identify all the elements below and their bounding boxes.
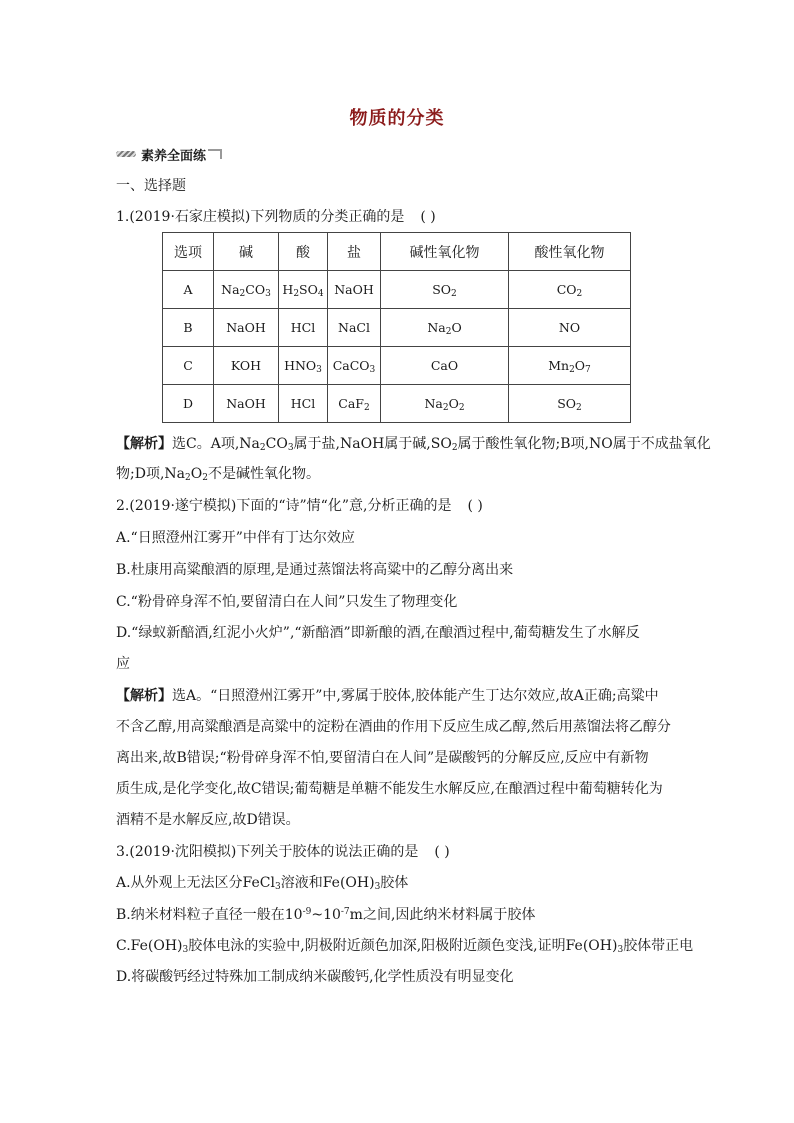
- option-a: A.“日照澄州江雾开”中伴有丁达尔效应: [116, 530, 355, 546]
- table-cell: $H_2SO_4$: [279, 271, 328, 309]
- table-cell: NaCl: [328, 309, 381, 347]
- table-cell: NO: [509, 309, 631, 347]
- option-b: B.纳米材料粒子直径一般在$10^{-9}\sim 10^{-7}m$之间,因此纳米材料属于胶体: [116, 907, 536, 923]
- table-cell: $HNO_3$: [279, 347, 328, 385]
- question-1-stem: [116, 207, 682, 227]
- table-cell: $Na_2O$: [381, 309, 509, 347]
- question-3-stem: [116, 842, 682, 862]
- option-b: B.杜康用高粱酿酒的原理,是通过蒸馏法将高粱中的乙醇分离出来: [116, 562, 514, 578]
- table-cell: A: [163, 271, 214, 309]
- answer-blank: ( ): [420, 209, 436, 225]
- option-d-continued: 应: [116, 656, 130, 672]
- table-row: [163, 309, 631, 347]
- table-cell: $SO_2$: [381, 271, 509, 309]
- page-title: 物质的分类: [349, 108, 445, 129]
- table-cell: $Na_2O_2$: [381, 385, 509, 423]
- table-cell: KOH: [214, 347, 279, 385]
- section-heading: 一、选择题: [116, 178, 186, 194]
- table-cell: $Mn_2O_7$: [509, 347, 631, 385]
- analysis-text: 质生成,是化学变化,故C错误;葡萄糖是单糖不能发生水解反应,在酿酒过程中葡萄糖转化为: [116, 781, 663, 797]
- analysis-text: 离出来,故B错误;“粉骨碎身浑不怕,要留清白在人间”是碳酸钙的分解反应,反应中有新物: [116, 750, 649, 766]
- question-1-analysis: [116, 434, 711, 454]
- option-d: D.“绿蚁新醅酒,红泥小火炉”,“新醅酒”即新酿的酒,在酿酒过程中,葡萄糖发生了水解反: [116, 625, 640, 641]
- analysis-tag: 【解析】: [116, 436, 172, 452]
- col-header: 盐: [328, 233, 381, 271]
- table-cell: $CO_2$: [509, 271, 631, 309]
- answer-blank: ( ): [434, 844, 450, 860]
- table-cell: D: [163, 385, 214, 423]
- table-cell: CaF$_2$: [328, 385, 381, 423]
- table-cell: NaOH: [214, 385, 279, 423]
- col-header: 碱性氧化物: [381, 233, 509, 271]
- analysis-text: 选C。A项$,Na_2CO_3$属于盐,NaOH属于碱$,SO_2$属于酸性氧化物;B项,NO属于不成盐氧化: [172, 436, 711, 453]
- question-1-text: 1.(2019·石家庄模拟)下列物质的分类正确的是: [116, 209, 405, 225]
- analysis-text: 选A。“日照澄州江雾开”中,雾属于胶体,胶体能产生丁达尔效应,故A正确;高粱中: [172, 688, 659, 704]
- analysis-tag: 【解析】: [116, 688, 172, 704]
- option-c: C.“粉骨碎身浑不怕,要留清白在人间”只发生了物理变化: [116, 594, 458, 610]
- answer-blank: ( ): [467, 498, 483, 514]
- table-cell: HCl: [279, 385, 328, 423]
- bracket-corner-icon: [208, 149, 222, 159]
- table-cell: $Na_2CO_3$: [214, 271, 279, 309]
- table-cell: $SO_2$: [509, 385, 631, 423]
- option-a: A.从外观上无法区分FeCl$_3$溶液和$Fe(OH)_3$胶体: [116, 875, 409, 892]
- col-header: 酸性氧化物: [509, 233, 631, 271]
- question-2-stem: [116, 496, 682, 516]
- table-row: [163, 271, 631, 309]
- table-cell: B: [163, 309, 214, 347]
- question-2-analysis: [116, 686, 682, 706]
- table-cell: HCl: [279, 309, 328, 347]
- analysis-text: 物;D项$,Na_2O_2$不是碱性氧化物。: [116, 466, 320, 483]
- option-d: D.将碳酸钙经过特殊加工制成纳米碳酸钙,化学性质没有明显变化: [116, 969, 514, 985]
- classification-table: [162, 232, 631, 423]
- table-row: [163, 385, 631, 423]
- analysis-text: 酒精不是水解反应,故D错误。: [116, 812, 300, 828]
- section-badge: [116, 146, 222, 162]
- table-cell: C: [163, 347, 214, 385]
- table-cell: NaOH: [214, 309, 279, 347]
- col-header: 选项: [163, 233, 214, 271]
- question-3-text: 3.(2019·沈阳模拟)下列关于胶体的说法正确的是: [116, 844, 419, 860]
- pen-icon: [116, 149, 138, 159]
- option-c: $C.Fe(OH)_3$胶体电泳的实验中,阴极附近颜色加深,阳极附近颜色变浅,证明$Fe(OH)_3$胶体带正电: [116, 938, 694, 955]
- col-header: 碱: [214, 233, 279, 271]
- col-header: 酸: [279, 233, 328, 271]
- analysis-text: 不含乙醇,用高粱酿酒是高粱中的淀粉在酒曲的作用下反应生成乙醇,然后用蒸馏法将乙醇分: [116, 719, 671, 735]
- table-cell: CaCO$_3$: [328, 347, 381, 385]
- section-badge-label: 素养全面练: [141, 148, 207, 164]
- table-header-row: [163, 233, 631, 271]
- question-2-text: 2.(2019·遂宁模拟)下面的“诗”情“化”意,分析正确的是: [116, 498, 452, 514]
- table-row: [163, 347, 631, 385]
- table-cell: NaOH: [328, 271, 381, 309]
- table-cell: CaO: [381, 347, 509, 385]
